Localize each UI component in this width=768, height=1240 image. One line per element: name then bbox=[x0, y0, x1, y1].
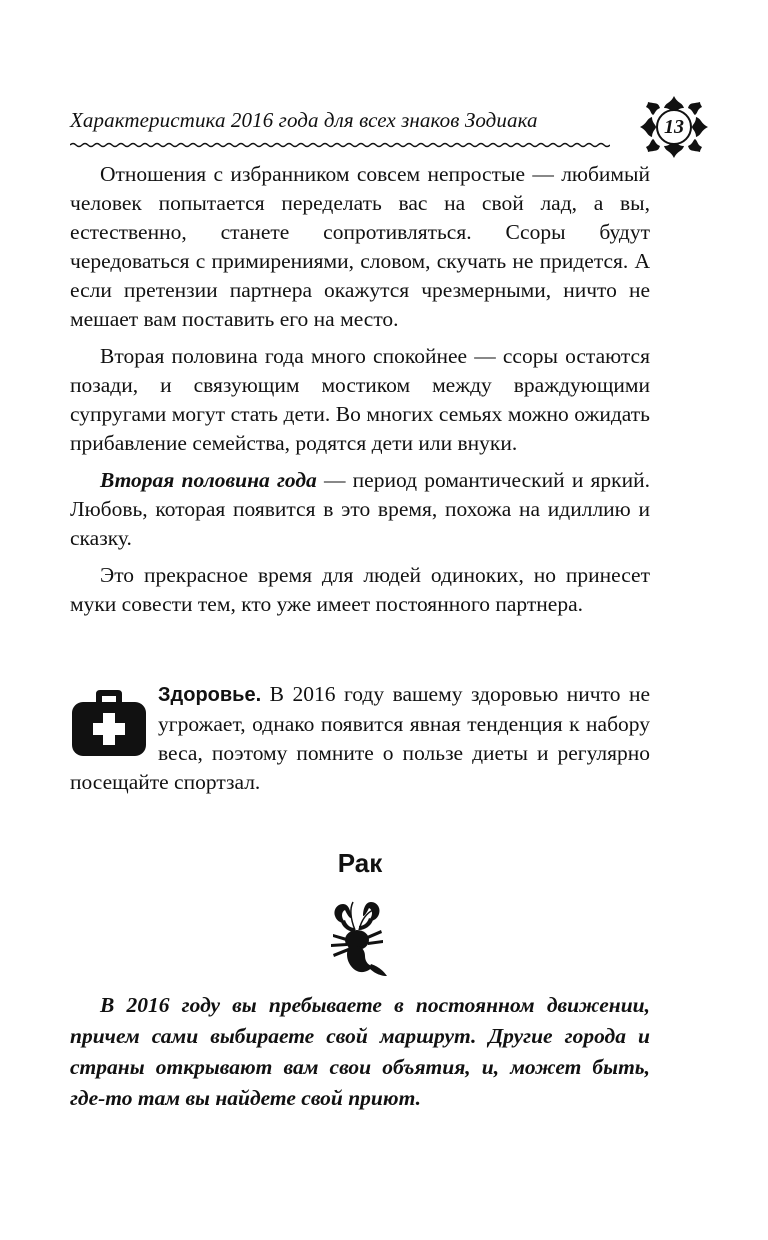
paragraph: Отношения с избранником совсем непростые — любимый человек попытается переделать вас на свой лад, а вы, естественно, станете сопротивляться. Ссоры будут чередоваться с примирениями, словом, скучать не придется. А если претензии партнера окажутся чрезмерными, ничто не мешает вам поставить его на место. bbox=[70, 162, 650, 331]
first-aid-kit-icon bbox=[70, 688, 148, 758]
page-number-badge bbox=[638, 94, 710, 160]
page-number: 13 bbox=[664, 116, 684, 138]
header-wavy-rule bbox=[70, 142, 610, 148]
sign-intro: В 2016 году вы пребываете в постоянном движении, причем сами выбираете свой маршрут. Другие города и страны открывают вам свои объятия, и, может быть, где-то там вы найдете свой приют. bbox=[70, 993, 650, 1110]
running-title: Характеристика 2016 года для всех знаков Зодиака bbox=[70, 108, 538, 132]
paragraph: Это прекрасное время для людей одиноких, но принесет муки совести тем, кто уже имеет постоянного партнера. bbox=[70, 563, 650, 616]
body-text bbox=[70, 160, 650, 627]
health-text: В 2016 году вашему здоровью ничто не угрожает, однако появится явная тенденция к набору веса, поэтому помните о пользе диеты и регулярно посещайте спортзал. bbox=[70, 682, 650, 794]
crayfish-icon bbox=[315, 900, 405, 980]
health-section bbox=[70, 680, 650, 797]
health-lead: Здоровье. bbox=[158, 684, 262, 706]
paragraph: Вторая половина года много спокойнее — ссоры остаются позади, и связующим мостиком между враждующими супругами могут стать дети. Во многих семьях можно ожидать прибавление семейства, родятся дети или внуки. bbox=[70, 344, 650, 455]
running-header bbox=[70, 100, 710, 160]
paragraph-rest: — период романтический и яркий. Любовь, которая появится в это время, похожа на идиллию и сказку. bbox=[70, 468, 650, 550]
paragraph bbox=[70, 466, 650, 553]
paragraph-lead: Вторая половина года bbox=[100, 468, 317, 492]
sign-heading: Рак bbox=[337, 848, 383, 878]
